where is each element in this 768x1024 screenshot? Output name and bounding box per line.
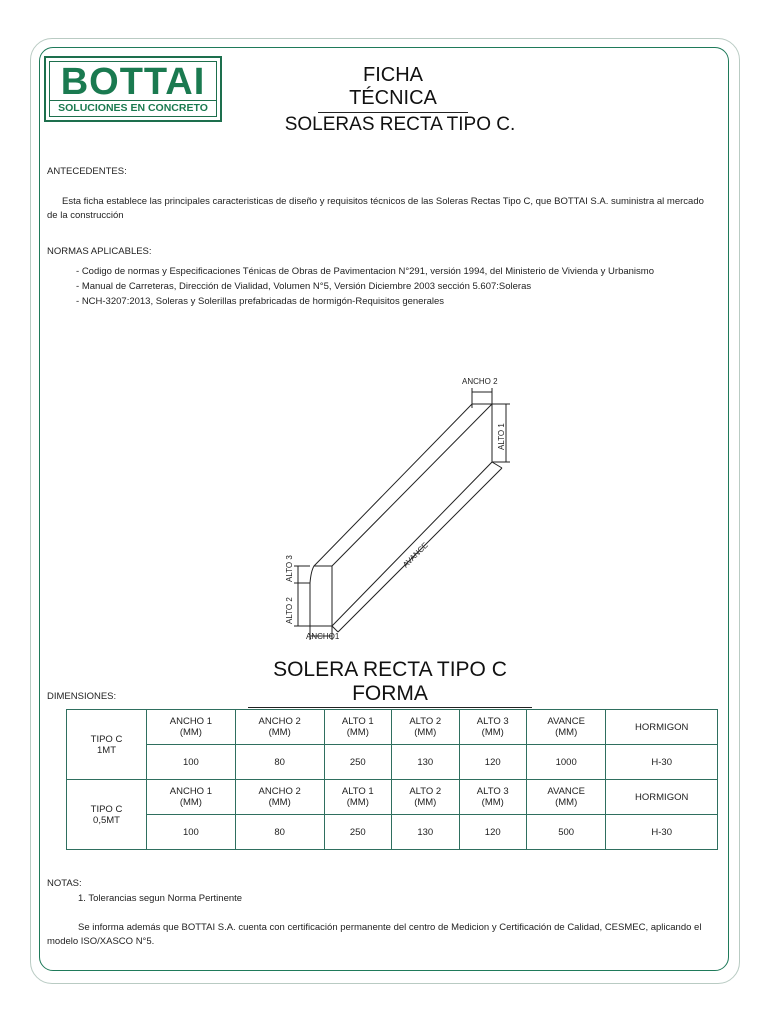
right-face xyxy=(332,404,492,626)
antecedentes-heading: ANTECEDENTES: xyxy=(47,166,127,177)
top-face xyxy=(314,404,492,566)
normas-item: - NCH-3207:2013, Soleras y Solerillas prefabricadas de hormigón-Requisitos generales xyxy=(76,294,654,309)
value-cell: 100 xyxy=(147,815,236,850)
bottai-logo xyxy=(44,56,222,122)
value-cell: H-30 xyxy=(606,745,718,780)
normas-list xyxy=(76,264,654,309)
header-cell: ALTO 2 (MM) xyxy=(392,710,459,745)
notas-heading: NOTAS: xyxy=(47,878,82,889)
avance-label: AVANCE xyxy=(401,540,430,570)
row-label-cell xyxy=(67,780,147,850)
notas-list xyxy=(78,893,242,904)
ancho2-dim-line xyxy=(472,388,492,404)
header-cell: ANCHO 2 (MM) xyxy=(235,780,324,815)
value-cell: 80 xyxy=(235,815,324,850)
normas-heading: NORMAS APLICABLES: xyxy=(47,246,152,257)
row-label-cell xyxy=(67,710,147,780)
value-cell: 130 xyxy=(392,815,459,850)
alto3-label: ALTO 3 xyxy=(285,555,294,582)
value-cell: 130 xyxy=(392,745,459,780)
logo-tagline: SOLUCIONES EN CONCRETO xyxy=(50,100,216,115)
row-label-sub: 0,5MT xyxy=(93,814,120,826)
value-cell: 120 xyxy=(459,815,526,850)
alto-left-dim-line xyxy=(294,566,310,626)
table-row xyxy=(67,745,718,780)
ancho2-label: ANCHO 2 xyxy=(462,377,498,386)
alto2-label: ALTO 2 xyxy=(285,597,294,624)
antecedentes-text-line2: de la construcción xyxy=(47,210,124,221)
document-subtitle: SOLERAS RECTA TIPO C. xyxy=(284,114,516,135)
ancho1-label: ANCHO1 xyxy=(306,632,340,640)
value-cell: 100 xyxy=(147,745,236,780)
normas-item: - Codigo de normas y Especificaciones Ténicas de Obras de Pavimentacion N°291, versión 1994, del Ministerio de Vivienda y Urbanismo xyxy=(76,264,654,279)
row-label: TIPO C xyxy=(90,733,123,745)
solera-diagram xyxy=(270,368,520,640)
row-label-sub: 1MT xyxy=(97,744,116,756)
value-cell: 120 xyxy=(459,745,526,780)
table-row xyxy=(67,815,718,850)
logo-frame xyxy=(49,61,217,117)
header-cell: AVANCE (MM) xyxy=(526,780,605,815)
normas-item: - Manual de Carreteras, Dirección de Vialidad, Volumen N°5, Versión Diciembre 2003 sección 5.607:Soleras xyxy=(76,279,654,294)
header-cell: ANCHO 1 (MM) xyxy=(147,710,236,745)
front-face xyxy=(310,566,332,626)
value-cell: 250 xyxy=(324,815,391,850)
forma-title: SOLERA RECTA TIPO C FORMA xyxy=(248,658,532,708)
notas-text-line1: Se informa además que BOTTAI S.A. cuenta con certificación permanente del centro de Medicion y Certificación de Calidad, CESMEC, aplicando el xyxy=(78,922,702,933)
header-cell: ALTO 1 (MM) xyxy=(324,780,391,815)
header-cell: ANCHO 1 (MM) xyxy=(147,780,236,815)
header-cell: HORMIGON xyxy=(606,780,718,815)
alto1-label: ALTO 1 xyxy=(497,423,506,450)
logo-word: BOTTAI xyxy=(60,61,206,103)
header-cell: ALTO 3 (MM) xyxy=(459,710,526,745)
header-cell: ALTO 2 (MM) xyxy=(392,780,459,815)
row-label: TIPO C xyxy=(90,803,123,815)
header-cell: ALTO 1 (MM) xyxy=(324,710,391,745)
notas-item: 1. Tolerancias segun Norma Pertinente xyxy=(78,893,243,904)
header-cell: ALTO 3 (MM) xyxy=(459,780,526,815)
value-cell: 500 xyxy=(526,815,605,850)
dimensions-table xyxy=(66,709,718,850)
table-header-row xyxy=(67,710,718,745)
header-cell: HORMIGON xyxy=(606,710,718,745)
header-cell: ANCHO 2 (MM) xyxy=(235,710,324,745)
value-cell: 80 xyxy=(235,745,324,780)
value-cell: 250 xyxy=(324,745,391,780)
value-cell: H-30 xyxy=(606,815,718,850)
antecedentes-text-line1: Esta ficha establece las principales caracteristicas de diseño y requisitos técnicos de las Soleras Rectas Tipo C, que BOTTAI S.A. suministra al mercado xyxy=(62,196,704,207)
dimensiones-heading: DIMENSIONES: xyxy=(47,691,117,702)
notas-text-line2: modelo ISO/XASCO N°5. xyxy=(47,936,155,947)
document-title: FICHA TÉCNICA xyxy=(318,64,468,113)
table-header-row xyxy=(67,780,718,815)
header-cell: AVANCE (MM) xyxy=(526,710,605,745)
value-cell: 1000 xyxy=(526,745,605,780)
